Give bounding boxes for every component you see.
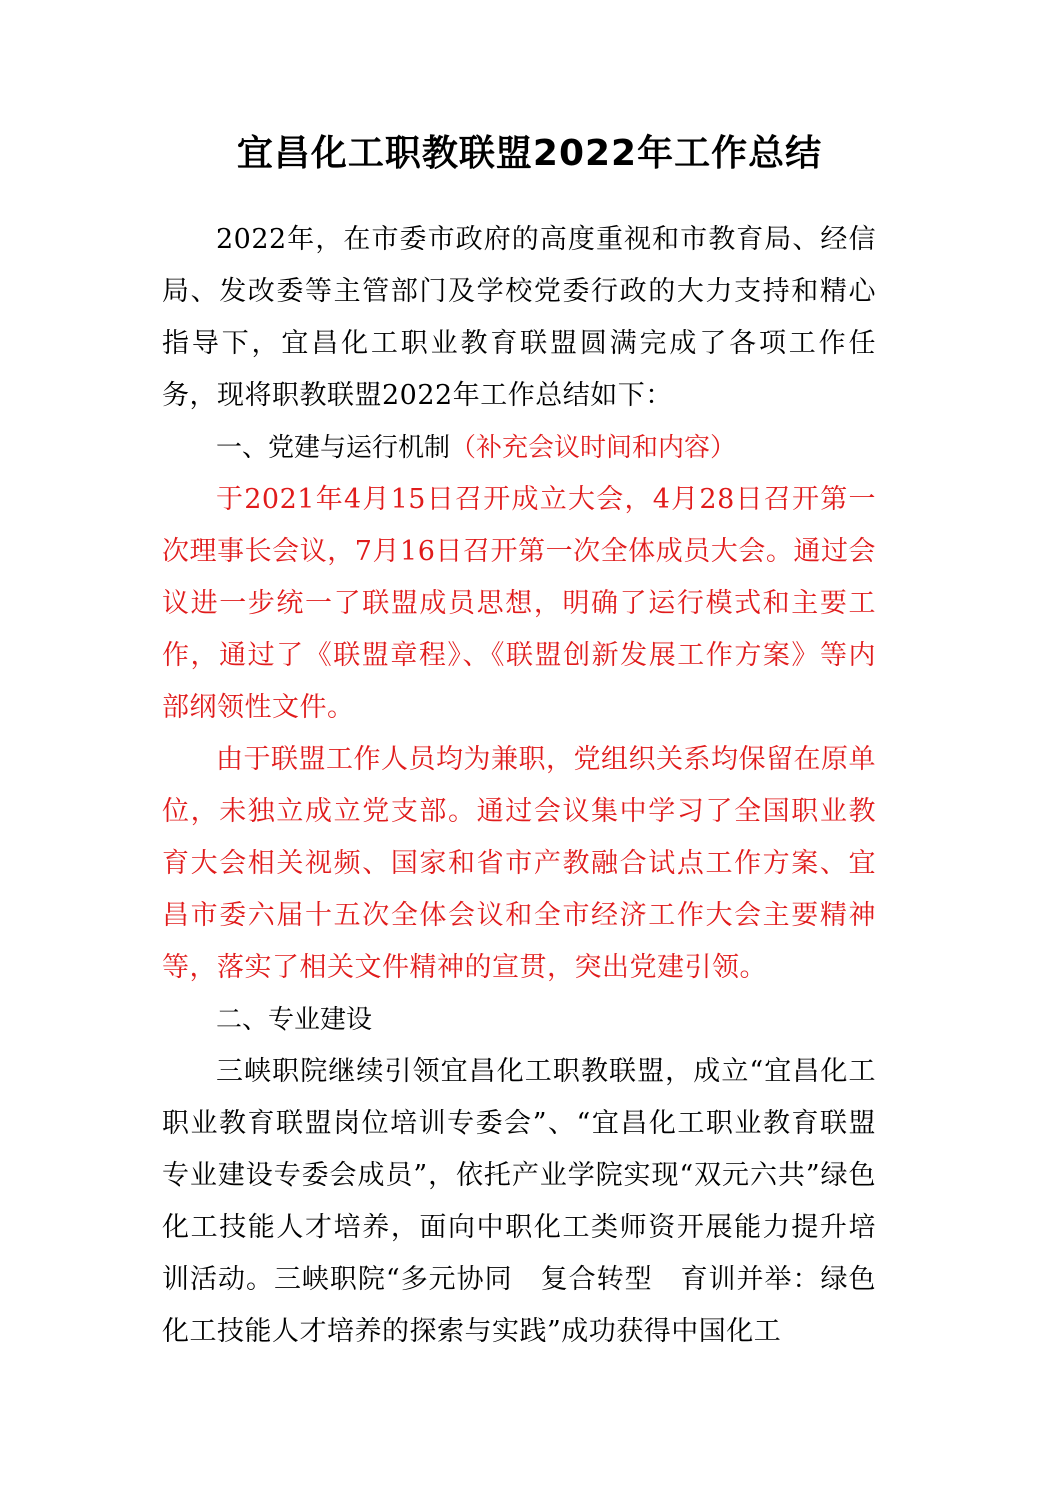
section-1-heading xyxy=(162,422,876,474)
section-2-paragraph-1: 三峡职院继续引领宜昌化工职教联盟，成立“宜昌化工职业教育联盟岗位培训专委会”、“宜昌化工职业教育联盟专业建设专委会成员”，依托产业学院实现“双元六共”绿色化工技能人才培养，面向中职化工类师资开展能力提升培训活动。三峡职院“多元协同 复合转型 育训并举：绿色化工技能人才培养的探索与实践”成功获得中国化工 xyxy=(162,1056,876,1347)
section-1-paragraph-2: 由于联盟工作人员均为兼职，党组织关系均保留在原单位，未独立成立党支部。通过会议集中学习了全国职业教育大会相关视频、国家和省市产教融合试点工作方案、宜昌市委六届十五次全体会议和全市经济工作大会主要精神等，落实了相关文件精神的宣贯，突出党建引领。 xyxy=(162,744,876,983)
document-title: 宜昌化工职教联盟2022年工作总结 xyxy=(236,133,823,174)
section-1-paragraph-1: 于2021年4月15日召开成立大会，4月28日召开第一次理事长会议，7月16日召开第一次全体成员大会。通过会议进一步统一了联盟成员思想，明确了运行模式和主要工作，通过了《联盟章程》、《联盟创新发展工作方案》等内部纲领性文件。 xyxy=(162,484,876,723)
document-body xyxy=(162,214,876,1358)
section-1-note: （补充会议时间和内容） xyxy=(450,433,737,463)
intro-paragraph: 2022年，在市委市政府的高度重视和市教育局、经信局、发改委等主管部门及学校党委行政的大力支持和精心指导下，宜昌化工职业教育联盟圆满完成了各项工作任务，现将职教联盟2022年工作总结如下： xyxy=(162,224,876,411)
section-1-heading-text: 一、党建与运行机制 xyxy=(216,433,451,463)
section-2-heading: 二、专业建设 xyxy=(216,1005,373,1035)
